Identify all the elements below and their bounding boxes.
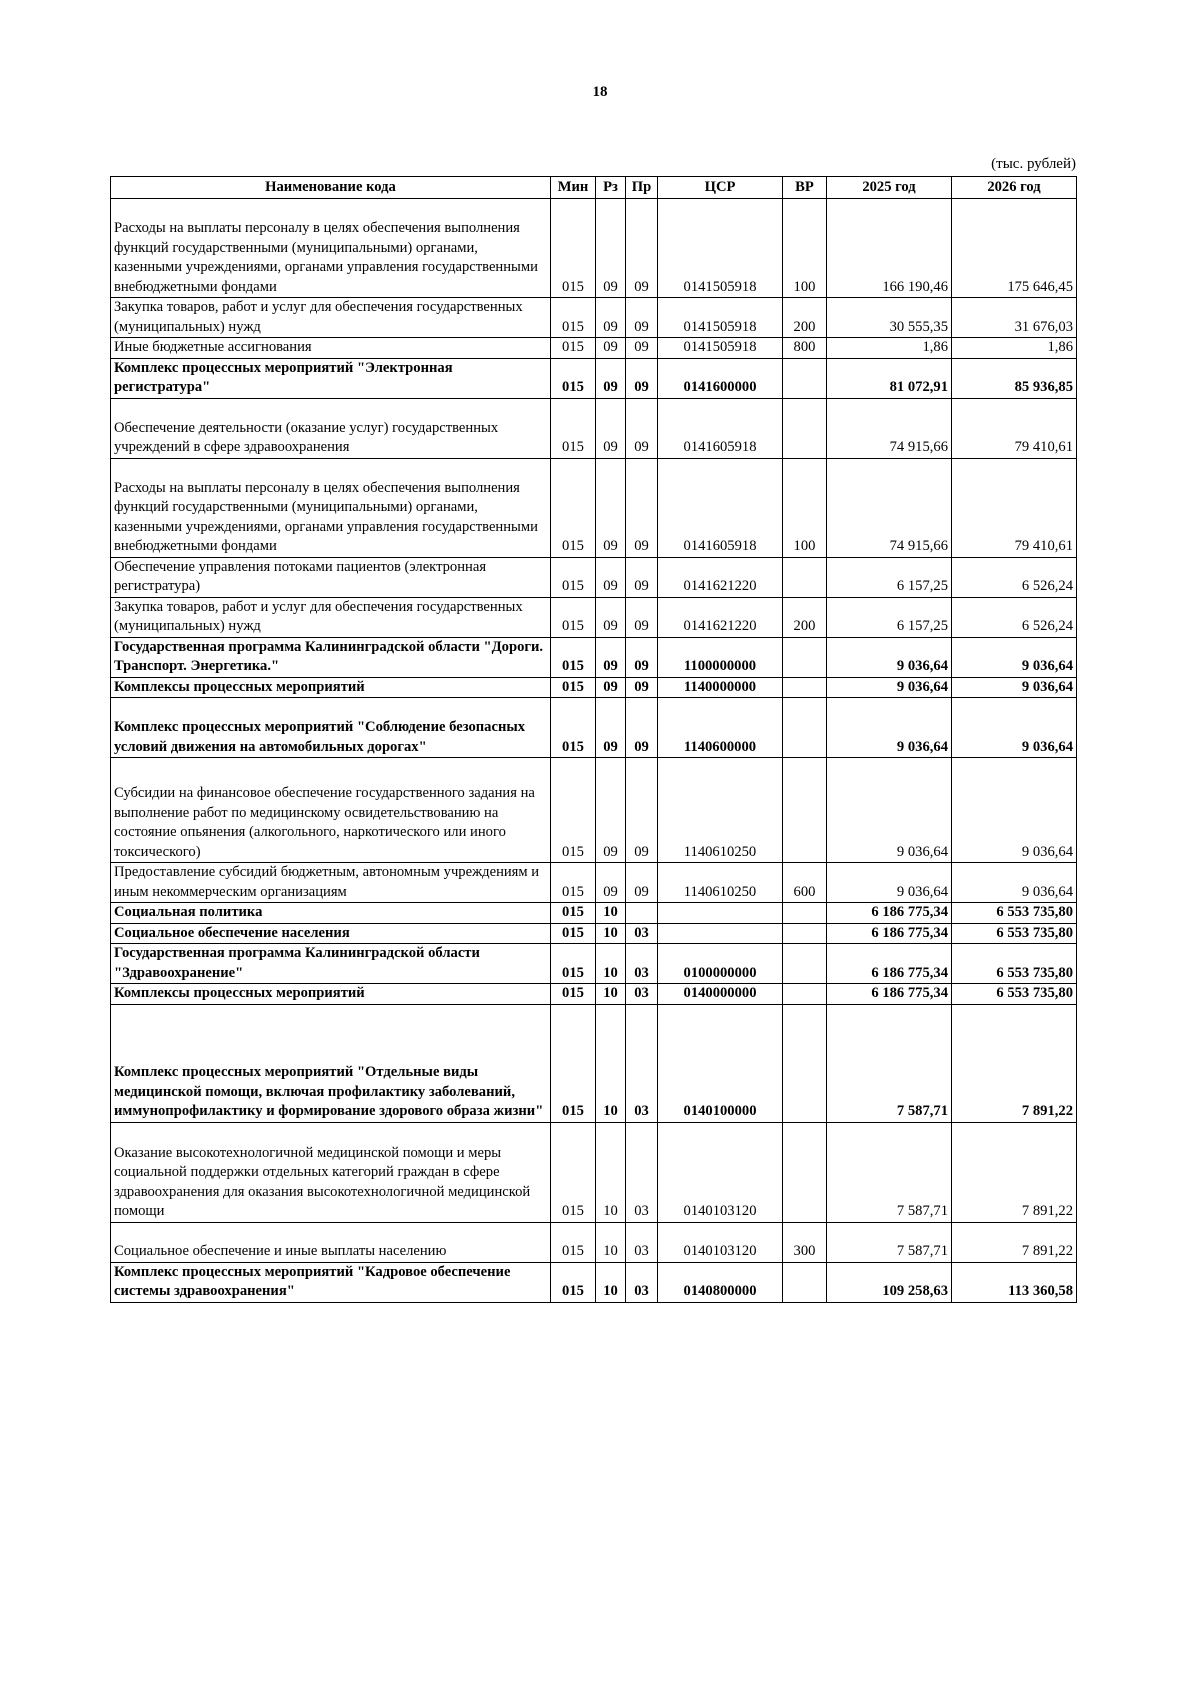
cell-min: 015	[551, 677, 596, 698]
cell-min: 015	[551, 597, 596, 637]
cell-vr	[783, 677, 827, 698]
cell-rz: 09	[596, 698, 626, 758]
cell-csr: 0141605918	[658, 398, 783, 458]
cell-rz: 10	[596, 944, 626, 984]
cell-vr: 600	[783, 863, 827, 903]
cell-y2026: 6 553 735,80	[952, 903, 1077, 924]
cell-min: 015	[551, 1262, 596, 1302]
cell-y2025: 1,86	[827, 338, 952, 359]
cell-vr: 800	[783, 338, 827, 359]
cell-rz: 10	[596, 1122, 626, 1222]
cell-rz: 09	[596, 863, 626, 903]
cell-min: 015	[551, 944, 596, 984]
table-row	[111, 903, 1077, 924]
cell-y2026: 9 036,64	[952, 677, 1077, 698]
cell-csr: 1140610250	[658, 863, 783, 903]
cell-csr: 0141600000	[658, 358, 783, 398]
cell-pr: 03	[626, 1122, 658, 1222]
cell-rz: 09	[596, 358, 626, 398]
cell-y2026: 9 036,64	[952, 758, 1077, 863]
cell-y2025: 7 587,71	[827, 1122, 952, 1222]
cell-rz: 10	[596, 903, 626, 924]
cell-csr: 1140600000	[658, 698, 783, 758]
table-row	[111, 1122, 1077, 1222]
cell-csr: 0141621220	[658, 557, 783, 597]
table-body	[111, 199, 1077, 1303]
table-row	[111, 597, 1077, 637]
cell-vr	[783, 984, 827, 1005]
table-row	[111, 677, 1077, 698]
budget-table	[110, 176, 1077, 1303]
cell-rz: 09	[596, 637, 626, 677]
cell-rz: 09	[596, 338, 626, 359]
table-row	[111, 398, 1077, 458]
cell-csr: 0140800000	[658, 1262, 783, 1302]
cell-rz: 09	[596, 199, 626, 298]
table-row	[111, 984, 1077, 1005]
cell-csr: 0141621220	[658, 597, 783, 637]
cell-pr: 03	[626, 923, 658, 944]
cell-y2025: 81 072,91	[827, 358, 952, 398]
cell-vr: 200	[783, 597, 827, 637]
cell-y2026: 9 036,64	[952, 863, 1077, 903]
cell-rz: 10	[596, 923, 626, 944]
cell-rz: 10	[596, 1004, 626, 1122]
header-csr: ЦСР	[658, 177, 783, 199]
cell-name: Государственная программа Калининградской области "Дороги. Транспорт. Энергетика."	[111, 637, 551, 677]
cell-pr: 09	[626, 458, 658, 557]
cell-min: 015	[551, 758, 596, 863]
header-min: Мин	[551, 177, 596, 199]
header-pr: Пр	[626, 177, 658, 199]
cell-y2026: 113 360,58	[952, 1262, 1077, 1302]
cell-pr: 09	[626, 398, 658, 458]
cell-y2025: 6 186 775,34	[827, 944, 952, 984]
cell-rz: 09	[596, 597, 626, 637]
cell-name: Социальная политика	[111, 903, 551, 924]
cell-y2025: 74 915,66	[827, 398, 952, 458]
header-2026: 2026 год	[952, 177, 1077, 199]
cell-name: Субсидии на финансовое обеспечение государственного задания на выполнение работ по медицинскому освидетельствованию на состояние опьянения (алкогольного, наркотического или иного токсического)	[111, 758, 551, 863]
cell-name: Обеспечение управления потоками пациентов (электронная регистратура)	[111, 557, 551, 597]
cell-csr: 0140100000	[658, 1004, 783, 1122]
table-row	[111, 944, 1077, 984]
cell-y2026: 79 410,61	[952, 398, 1077, 458]
cell-name: Закупка товаров, работ и услуг для обеспечения государственных (муниципальных) нужд	[111, 298, 551, 338]
cell-min: 015	[551, 298, 596, 338]
cell-pr: 09	[626, 597, 658, 637]
cell-min: 015	[551, 358, 596, 398]
cell-csr: 0140103120	[658, 1222, 783, 1262]
cell-y2026: 6 526,24	[952, 557, 1077, 597]
cell-vr	[783, 637, 827, 677]
cell-pr: 03	[626, 1004, 658, 1122]
cell-y2025: 6 186 775,34	[827, 903, 952, 924]
cell-vr	[783, 903, 827, 924]
cell-pr: 09	[626, 298, 658, 338]
cell-min: 015	[551, 698, 596, 758]
cell-min: 015	[551, 398, 596, 458]
cell-csr: 0141505918	[658, 338, 783, 359]
cell-y2025: 6 186 775,34	[827, 923, 952, 944]
cell-name: Обеспечение деятельности (оказание услуг) государственных учреждений в сфере здравоохранения	[111, 398, 551, 458]
cell-name: Комплекс процессных мероприятий "Отдельные виды медицинской помощи, включая профилактику заболеваний, иммунопрофилактику и формирование здорового образа жизни"	[111, 1004, 551, 1122]
cell-pr: 09	[626, 863, 658, 903]
cell-csr: 0100000000	[658, 944, 783, 984]
cell-rz: 09	[596, 398, 626, 458]
cell-rz: 09	[596, 557, 626, 597]
cell-y2025: 74 915,66	[827, 458, 952, 557]
cell-csr: 0140103120	[658, 1122, 783, 1222]
cell-pr: 09	[626, 758, 658, 863]
cell-csr: 1140000000	[658, 677, 783, 698]
cell-y2025: 9 036,64	[827, 758, 952, 863]
cell-rz: 10	[596, 1222, 626, 1262]
cell-y2026: 7 891,22	[952, 1122, 1077, 1222]
cell-y2026: 9 036,64	[952, 637, 1077, 677]
cell-pr: 09	[626, 557, 658, 597]
cell-vr	[783, 557, 827, 597]
cell-rz: 09	[596, 298, 626, 338]
cell-pr	[626, 903, 658, 924]
cell-csr	[658, 923, 783, 944]
cell-y2026: 7 891,22	[952, 1222, 1077, 1262]
cell-name: Иные бюджетные ассигнования	[111, 338, 551, 359]
cell-min: 015	[551, 458, 596, 557]
cell-vr	[783, 944, 827, 984]
cell-y2025: 6 186 775,34	[827, 984, 952, 1005]
cell-y2025: 9 036,64	[827, 637, 952, 677]
cell-pr: 09	[626, 338, 658, 359]
cell-csr	[658, 903, 783, 924]
cell-name: Комплексы процессных мероприятий	[111, 677, 551, 698]
cell-min: 015	[551, 923, 596, 944]
cell-min: 015	[551, 338, 596, 359]
cell-y2025: 109 258,63	[827, 1262, 952, 1302]
table-row	[111, 698, 1077, 758]
cell-name: Предоставление субсидий бюджетным, автономным учреждениям и иным некоммерческим организациям	[111, 863, 551, 903]
cell-vr	[783, 398, 827, 458]
header-name: Наименование кода	[111, 177, 551, 199]
cell-y2026: 175 646,45	[952, 199, 1077, 298]
cell-vr	[783, 923, 827, 944]
cell-vr: 100	[783, 458, 827, 557]
cell-rz: 09	[596, 758, 626, 863]
cell-name: Расходы на выплаты персоналу в целях обеспечения выполнения функций государственными (муниципальными) органами, казенными учреждениями, органами управления государственными внебюджетными фондами	[111, 199, 551, 298]
cell-y2025: 6 157,25	[827, 597, 952, 637]
cell-rz: 10	[596, 1262, 626, 1302]
cell-min: 015	[551, 1122, 596, 1222]
table-row	[111, 1222, 1077, 1262]
table-row	[111, 637, 1077, 677]
cell-csr: 1100000000	[658, 637, 783, 677]
cell-csr: 1140610250	[658, 758, 783, 863]
header-rz: Рз	[596, 177, 626, 199]
table-row	[111, 458, 1077, 557]
cell-y2026: 7 891,22	[952, 1004, 1077, 1122]
cell-vr	[783, 758, 827, 863]
cell-name: Комплекс процессных мероприятий "Соблюдение безопасных условий движения на автомобильных дорогах"	[111, 698, 551, 758]
cell-y2025: 9 036,64	[827, 863, 952, 903]
cell-y2025: 9 036,64	[827, 677, 952, 698]
cell-vr	[783, 1004, 827, 1122]
table-header-row	[111, 177, 1077, 199]
cell-vr: 100	[783, 199, 827, 298]
cell-pr: 09	[626, 358, 658, 398]
cell-name: Социальное обеспечение населения	[111, 923, 551, 944]
cell-csr: 0141605918	[658, 458, 783, 557]
cell-y2026: 1,86	[952, 338, 1077, 359]
table-row	[111, 358, 1077, 398]
cell-y2025: 6 157,25	[827, 557, 952, 597]
cell-name: Комплекс процессных мероприятий "Электронная регистратура"	[111, 358, 551, 398]
table-row	[111, 338, 1077, 359]
cell-min: 015	[551, 557, 596, 597]
cell-name: Комплексы процессных мероприятий	[111, 984, 551, 1005]
cell-vr	[783, 1262, 827, 1302]
cell-pr: 09	[626, 199, 658, 298]
cell-vr: 300	[783, 1222, 827, 1262]
cell-rz: 09	[596, 677, 626, 698]
cell-pr: 09	[626, 677, 658, 698]
cell-name: Расходы на выплаты персоналу в целях обеспечения выполнения функций государственными (муниципальными) органами, казенными учреждениями, органами управления государственными внебюджетными фондами	[111, 458, 551, 557]
cell-min: 015	[551, 863, 596, 903]
cell-y2025: 166 190,46	[827, 199, 952, 298]
cell-min: 015	[551, 1222, 596, 1262]
cell-y2026: 6 553 735,80	[952, 923, 1077, 944]
cell-y2025: 9 036,64	[827, 698, 952, 758]
cell-y2026: 85 936,85	[952, 358, 1077, 398]
cell-vr: 200	[783, 298, 827, 338]
cell-min: 015	[551, 984, 596, 1005]
cell-csr: 0140000000	[658, 984, 783, 1005]
cell-y2026: 6 553 735,80	[952, 984, 1077, 1005]
cell-vr	[783, 698, 827, 758]
cell-name: Комплекс процессных мероприятий "Кадровое обеспечение системы здравоохранения"	[111, 1262, 551, 1302]
cell-pr: 03	[626, 984, 658, 1005]
cell-pr: 03	[626, 1222, 658, 1262]
cell-name: Государственная программа Калининградской области "Здравоохранение"	[111, 944, 551, 984]
cell-y2025: 30 555,35	[827, 298, 952, 338]
cell-y2025: 7 587,71	[827, 1222, 952, 1262]
cell-pr: 03	[626, 1262, 658, 1302]
table-row	[111, 1004, 1077, 1122]
cell-pr: 09	[626, 698, 658, 758]
cell-y2026: 31 676,03	[952, 298, 1077, 338]
cell-vr	[783, 358, 827, 398]
cell-name: Закупка товаров, работ и услуг для обеспечения государственных (муниципальных) нужд	[111, 597, 551, 637]
table-row	[111, 758, 1077, 863]
cell-pr: 03	[626, 944, 658, 984]
cell-rz: 10	[596, 984, 626, 1005]
cell-csr: 0141505918	[658, 199, 783, 298]
cell-vr	[783, 1122, 827, 1222]
cell-csr: 0141505918	[658, 298, 783, 338]
units-note: (тыс. рублей)	[991, 156, 1076, 172]
cell-min: 015	[551, 903, 596, 924]
header-vr: ВР	[783, 177, 827, 199]
cell-name: Социальное обеспечение и иные выплаты населению	[111, 1222, 551, 1262]
table-row	[111, 199, 1077, 298]
cell-rz: 09	[596, 458, 626, 557]
cell-y2026: 9 036,64	[952, 698, 1077, 758]
table-row	[111, 298, 1077, 338]
cell-min: 015	[551, 637, 596, 677]
cell-y2026: 6 553 735,80	[952, 944, 1077, 984]
cell-y2026: 6 526,24	[952, 597, 1077, 637]
cell-y2025: 7 587,71	[827, 1004, 952, 1122]
cell-min: 015	[551, 199, 596, 298]
page-number: 18	[592, 84, 608, 100]
table-row	[111, 923, 1077, 944]
header-2025: 2025 год	[827, 177, 952, 199]
table-row	[111, 1262, 1077, 1302]
cell-y2026: 79 410,61	[952, 458, 1077, 557]
cell-name: Оказание высокотехнологичной медицинской помощи и меры социальной поддержки отдельных категорий граждан в сфере здравоохранения для оказания высокотехнологичной медицинской помощи	[111, 1122, 551, 1222]
table-row	[111, 557, 1077, 597]
cell-pr: 09	[626, 637, 658, 677]
table-row	[111, 863, 1077, 903]
cell-min: 015	[551, 1004, 596, 1122]
